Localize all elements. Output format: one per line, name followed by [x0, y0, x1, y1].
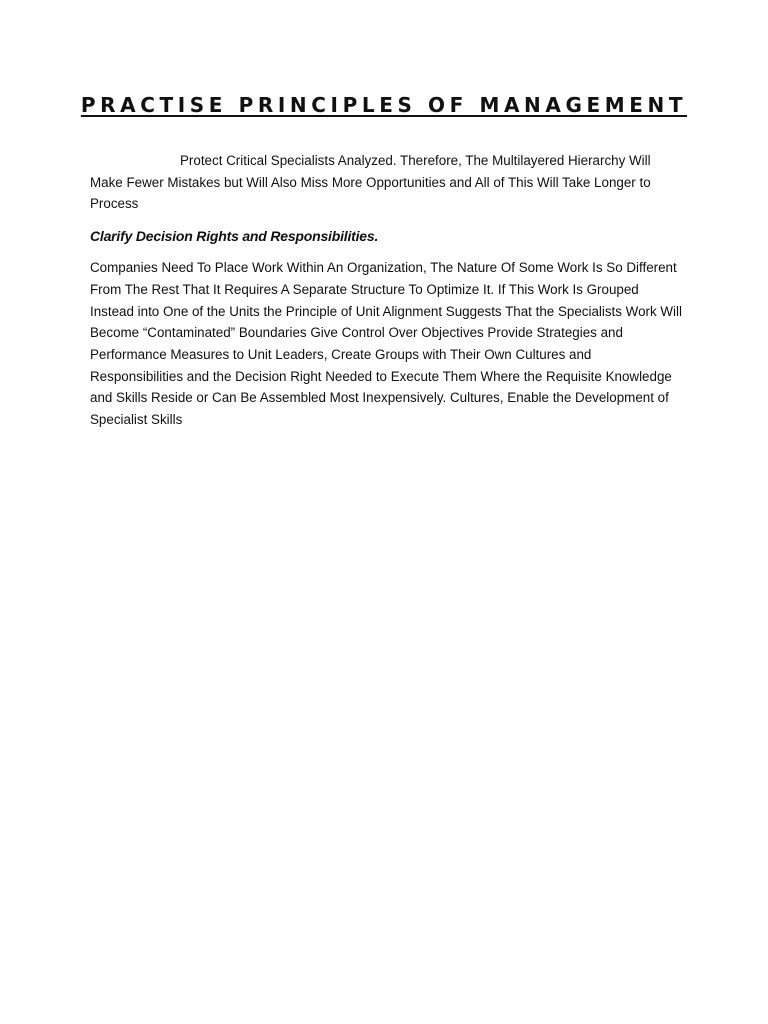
document-title-text: PRACTISE PRINCIPLES OF MANAGEMENT [80, 93, 688, 117]
intro-paragraph: Protect Critical Specialists Analyzed. Therefore, The Multilayered Hierarchy Will Make Fewer Mistakes but Will Also Miss More Opportunities and All of This Will Take Longer to Process [90, 153, 651, 212]
document-body [90, 150, 686, 431]
section-heading: Clarify Decision Rights and Responsibilities. [90, 228, 379, 245]
body-paragraph: Companies Need To Place Work Within An Organization, The Nature Of Some Work Is So Different From The Rest That It Requires A Separate Structure To Optimize It. If This Work Is Grouped Instead into One of the Units the Principle of Unit Alignment Suggests That the Specialists Work Will Become “Contaminated” Boundaries Give Control Over Objectives Provide Strategies and Performance Measures to Unit Leaders, Create Groups with Their Own Cultures and Responsibilities and the Decision Right Needed to Execute Them Where the Requisite Knowledge and Skills Reside or Can Be Assembled Most Inexpensively. Cultures, Enable the Development of Specialist Skills [90, 260, 682, 428]
document-title [0, 91, 768, 119]
